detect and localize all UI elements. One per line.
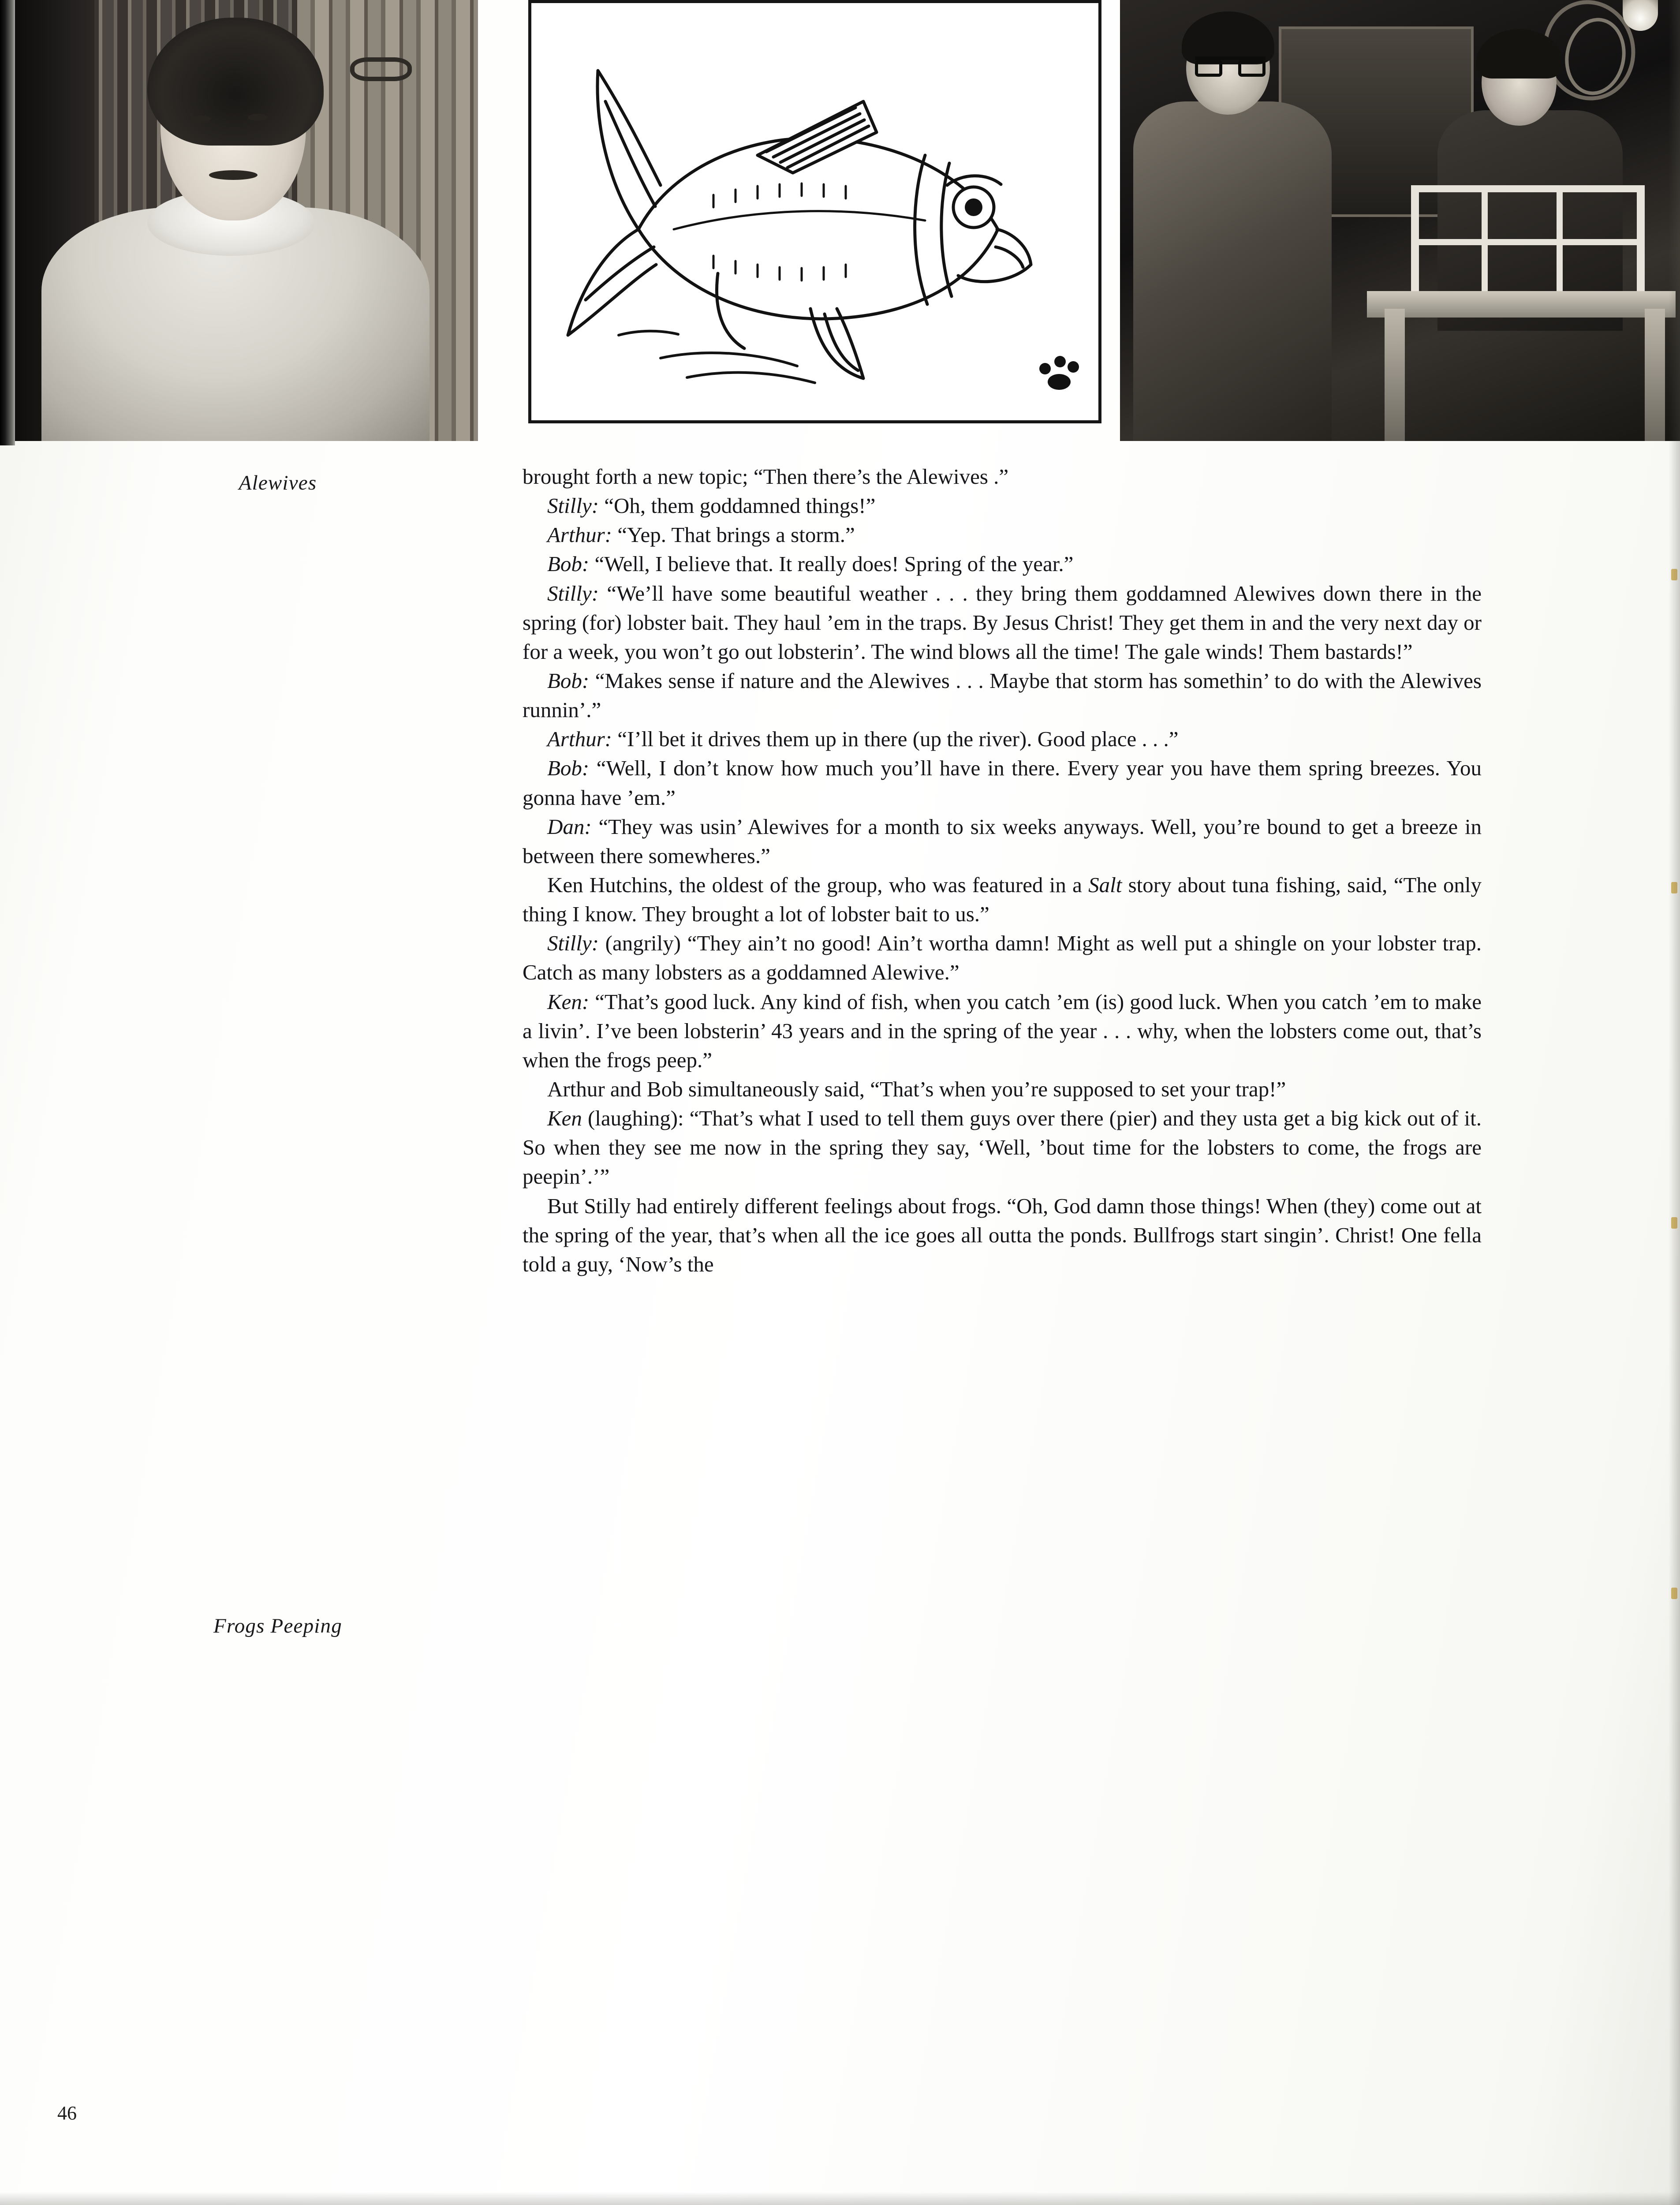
- door-handle: [350, 57, 412, 81]
- body-paragraph: [523, 871, 1482, 929]
- paragraph-text: “Makes sense if nature and the Alewives . . . Maybe that storm has somethin’ to do with the Alewives runnin’.”: [523, 668, 1482, 722]
- paragraph-text: But Stilly had entirely different feelings about frogs. “Oh, God damn those things! When (they) come out at the spring of the year, that’s when all the ice goes all outta the ponds. Bullfrogs start singin’. Christ! One fella told a guy, ‘Now’s the: [523, 1193, 1482, 1276]
- paragraph-text: “They was usin’ Alewives for a month to six weeks anyways. Well, you’re bound to get a breeze in between there somewheres.”: [523, 814, 1482, 868]
- fisherman-eye-left: [190, 116, 211, 123]
- fisherman-mouth: [209, 170, 258, 180]
- paragraph-text: Ken Hutchins, the oldest of the group, who was featured in a: [547, 872, 1089, 897]
- page-bottom-shadow: [0, 2192, 1680, 2205]
- fish-drawing: [528, 0, 1101, 423]
- lobster-trap-frame: [1411, 185, 1645, 304]
- body-paragraph: [523, 462, 1482, 491]
- speaker-name: Stilly:: [547, 931, 599, 956]
- illustration-alewife-fish: [528, 0, 1101, 423]
- body-paragraph: [523, 1192, 1482, 1279]
- speaker-name: Arthur:: [547, 727, 612, 751]
- speaker-name: Bob:: [547, 668, 590, 693]
- paragraph-text: (laughing): “That’s what I used to tell them guys over there (pier) and they usta get a big kick out of it. So when they see me now in the spring they say, ‘Well, ’bout time for the lobsters to come, the frogs are peepin’.’”: [523, 1106, 1482, 1189]
- paragraph-text: “Well, I don’t know how much you’ll have in there. Every year you have them spring breezes. You gonna have ’em.”: [523, 756, 1482, 810]
- speaker-name: Bob:: [547, 552, 590, 576]
- speaker-name: Ken:: [547, 989, 590, 1014]
- eyeglasses-icon: [1195, 56, 1266, 78]
- body-paragraph: [523, 549, 1482, 579]
- speaker-name: Stilly:: [547, 581, 599, 605]
- paragraph-text: “Well, I believe that. It really does! Spring of the year.”: [589, 552, 1074, 576]
- man-left-body: [1133, 101, 1332, 441]
- paragraph-text: “That’s good luck. Any kind of fish, when you catch ’em (is) good luck. When you catch ’em to make a livin’. I’ve been lobsterin’ 43 years and in the spring of the year . . . why, when the lobsters come out, that’s when the frogs peep.”: [523, 989, 1482, 1072]
- fisherman-eye-right: [248, 114, 268, 121]
- body-paragraph: [523, 929, 1482, 987]
- body-paragraph: [523, 754, 1482, 812]
- paragraph-text: “We’ll have some beautiful weather . . . they bring them goddamned Alewives down there in the spring (for) lobster bait. They haul ’em in the traps. By Jesus Christ! They get them in and the very next day or for a week, you won’t go out lobsterin’. The wind blows all the time! The gale winds! Them bastards!”: [523, 581, 1482, 664]
- paragraph-text: Arthur and Bob simultaneously said, “That’s when you’re supposed to set your trap!”: [547, 1076, 1286, 1101]
- body-paragraph: [523, 520, 1482, 549]
- paragraph-text: brought forth a new topic; “Then there’s the Alewives .”: [523, 464, 1009, 489]
- page-number: 46: [57, 2102, 77, 2124]
- body-paragraph: [523, 1075, 1482, 1104]
- body-paragraph: [523, 725, 1482, 754]
- speaker-name: Salt: [1088, 872, 1122, 897]
- speaker-name: Dan:: [547, 814, 592, 839]
- paragraph-text: “Oh, them goddamned things!”: [599, 493, 876, 518]
- page-right-shadow: [1669, 0, 1680, 2205]
- workbench-leg-right: [1645, 309, 1665, 441]
- page-gutter-edge: [0, 0, 15, 445]
- body-paragraph: [523, 987, 1482, 1075]
- body-paragraph: [523, 812, 1482, 871]
- margin-heading-alewives: Alewives: [239, 471, 317, 494]
- image-band: [0, 0, 1680, 441]
- body-text-column: [523, 462, 1482, 1279]
- body-paragraph: [523, 666, 1482, 725]
- speaker-name: Bob:: [547, 756, 590, 781]
- speaker-name: Arthur:: [547, 523, 612, 547]
- body-paragraph: [523, 491, 1482, 520]
- paragraph-text: “Yep. That brings a storm.”: [612, 523, 855, 547]
- workbench-top: [1367, 291, 1676, 318]
- speaker-name: Ken: [547, 1106, 582, 1131]
- photo-men-building-trap: [1120, 0, 1680, 441]
- body-paragraph: [523, 579, 1482, 666]
- paragraph-text: (angrily) “They ain’t no good! Ain’t wortha damn! Might as well put a shingle on your lobster trap. Catch as many lobsters as a goddamned Alewive.”: [523, 931, 1482, 985]
- photo-fisherman-in-doorway: [15, 0, 478, 441]
- workbench-leg-left: [1385, 309, 1405, 441]
- paragraph-text: “I’ll bet it drives them up in there (up the river). Good place . . .”: [612, 727, 1179, 751]
- body-paragraph: [523, 1104, 1482, 1191]
- paragraph-text: story about tuna fishing, said, “The only thing I know. They brought a lot of lobster bait to us.”: [523, 872, 1482, 927]
- speaker-name: Stilly:: [547, 493, 599, 518]
- margin-heading-frogs-peeping: Frogs Peeping: [213, 1615, 342, 1637]
